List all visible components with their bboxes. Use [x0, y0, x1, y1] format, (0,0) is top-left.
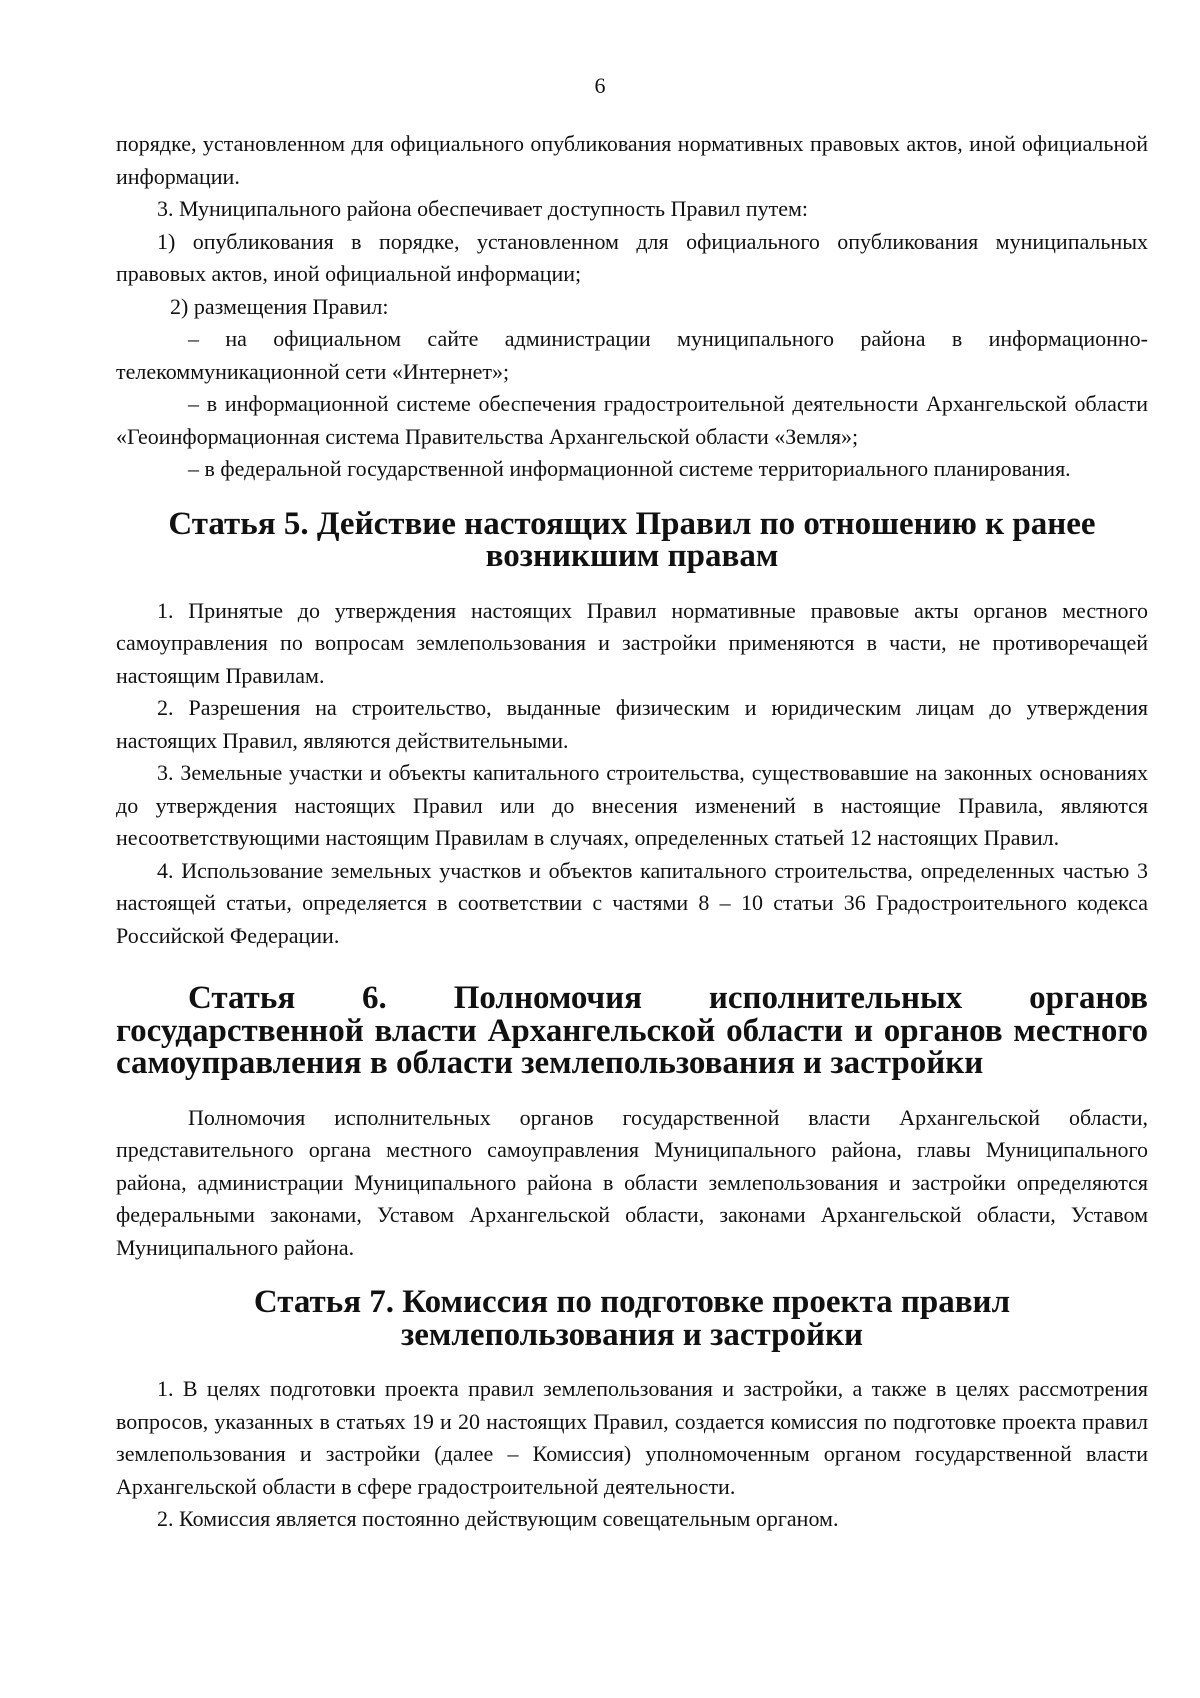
paragraph: 1. Принятые до утверждения настоящих Правил нормативные правовые акты органов местного самоуправления по вопросам землепользования и застройки применяются в части, не противоречащей настоящим Правилам.	[116, 597, 1148, 688]
list-item: – в федеральной государственной информационной системе территориального планирования.	[188, 456, 1071, 481]
paragraph: 4. Использование земельных участков и объектов капитального строительства, определенных частью 3 настоящей статьи, определяется в соответствии с частями 8 – 10 статьи 36 Градостроительного кодекса Российской Федерации.	[116, 857, 1148, 948]
document-body	[116, 128, 1148, 1536]
article-5-heading: Статья 5. Действие настоящих Правил по отношению к ранее возникшим правам	[168, 505, 1096, 574]
list-item: – в информационной системе обеспечения градостроительной деятельности Архангельской области «Геоинформационная система Правительства Архангельской области «Земля»;	[116, 391, 1148, 449]
paragraph: 2. Комиссия является постоянно действующим совещательным органом.	[157, 1506, 839, 1531]
paragraph: 3. Муниципального района обеспечивает доступность Правил путем:	[157, 196, 809, 221]
paragraph: 2. Разрешения на строительство, выданные физическим и юридическим лицам до утверждения настоящих Правил, являются действительными.	[116, 695, 1148, 753]
list-item: – на официальном сайте администрации муниципального района в информационно-телекоммуникационной сети «Интернет»;	[116, 326, 1148, 384]
paragraph: порядке, установленном для официального опубликования нормативных правовых актов, иной официальной информации.	[116, 131, 1148, 189]
list-item: 2) размещения Правил:	[170, 293, 389, 319]
paragraph: Полномочия исполнительных органов государственной власти Архангельской области, представительного органа местного самоуправления Муниципального района, главы Муниципального района, администрации Муниципального района в области землепользования и застройки определяются федеральными законами, Уставом Архангельской области, законами Архангельской области, Уставом Муниципального района.	[116, 1104, 1148, 1260]
page-number: 6	[594, 73, 606, 98]
paragraph: 3. Земельные участки и объекты капитального строительства, существовавшие на законных основаниях до утверждения настоящих Правил или до внесения изменений в настоящие Правила, являются несоответствующими настоящим Правилам в случаях, определенных статьей 12 настоящих Правил.	[116, 760, 1148, 850]
article-7-heading: Статья 7. Комиссия по подготовке проекта правил землепользования и застройки	[253, 1284, 1011, 1353]
paragraph: 1. В целях подготовки проекта правил землепользования и застройки, а также в целях рассмотрения вопросов, указанных в статьях 19 и 20 настоящих Правил, создается комиссия по подготовке проекта правил землепользования и застройки (далее – Комиссия) уполномоченным органом государственной власти Архангельской области в сфере градостроительной деятельности.	[116, 1376, 1148, 1499]
article-6-heading: Статья 6. Полномочия исполнительных органов государственной власти Архангельской области и органов местного самоуправления в области землепользования и застройки	[116, 980, 1148, 1081]
list-item: 1) опубликования в порядке, установленном для официального опубликования муниципальных правовых актов, иной официальной информации;	[116, 228, 1148, 286]
